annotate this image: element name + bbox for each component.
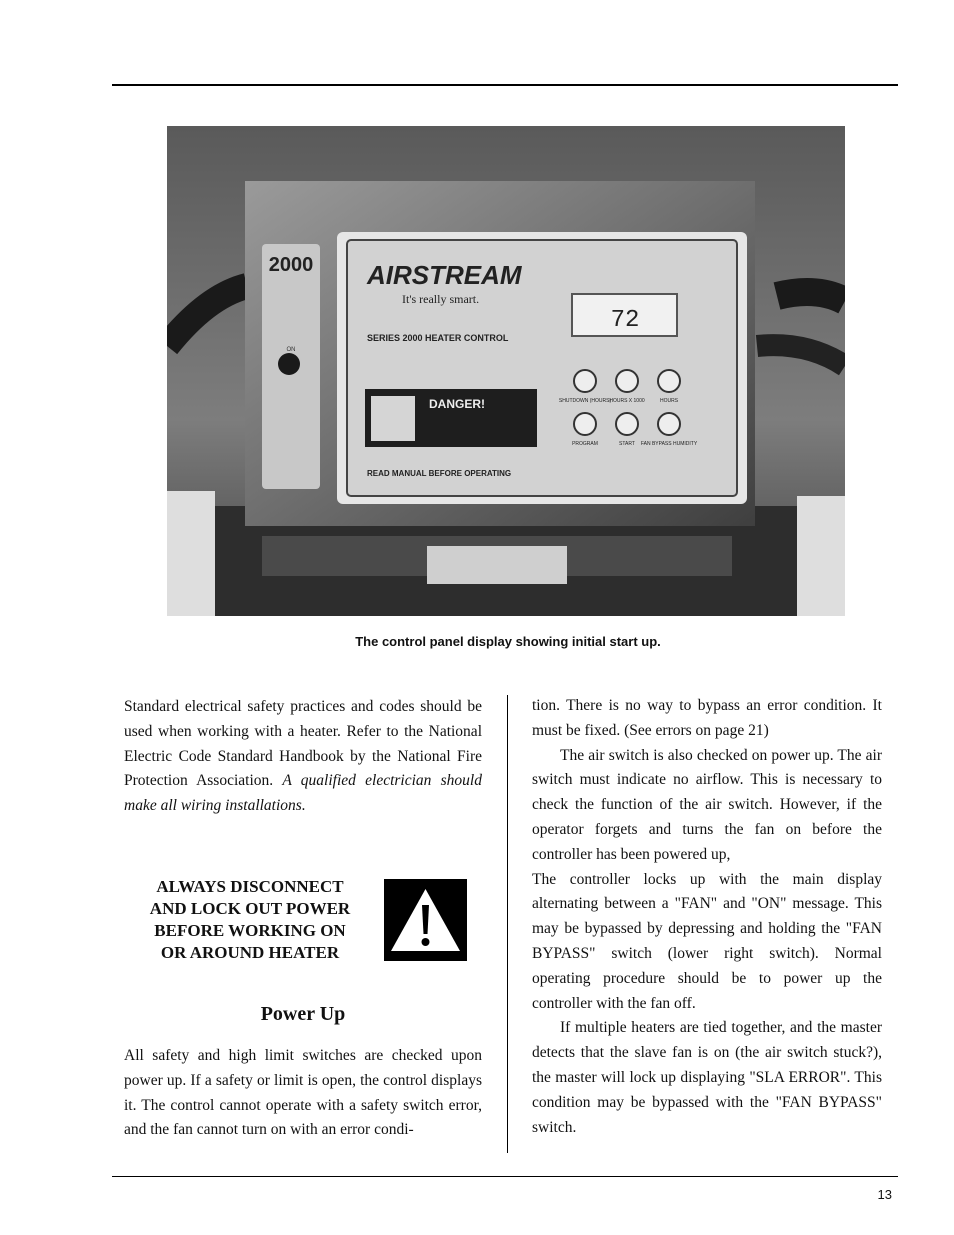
section-heading-power-up: Power Up [260, 1003, 346, 1025]
error-continuation-paragraph: tion. There is no way to bypass an error condition. It must be fixed. (See errors on page 21) [532, 697, 882, 739]
start-button[interactable] [616, 413, 638, 435]
right-column [532, 694, 882, 1140]
control-panel-illustration [167, 126, 845, 616]
button-label: START [619, 441, 635, 447]
button-label: SHUTDOWN (HOURS) [558, 398, 612, 404]
lcd-display-value: 72 [610, 307, 640, 334]
hours-button[interactable] [658, 370, 680, 392]
warning-line: OR AROUND HEATER [160, 943, 340, 962]
lockout-warning [130, 876, 370, 964]
button-label: HOURS [659, 398, 679, 404]
footer-rule [112, 1176, 898, 1177]
header-rule [112, 84, 898, 86]
photo-caption: The control panel display showing initial start up. [355, 634, 661, 649]
intro-text: Standard electrical safety practices and codes should be used when working with a heater. Refer to the National Electric Code Standard Handbook by the National Fire Protection Association. [124, 698, 482, 790]
side-label: 2000 [268, 254, 314, 276]
warning-line: AND LOCK OUT POWER [149, 899, 351, 918]
page-number: 13 [877, 1187, 892, 1202]
hours-x1000-button[interactable] [616, 370, 638, 392]
button-label: FAN BYPASS HUMIDITY [640, 441, 698, 447]
program-button[interactable] [574, 413, 596, 435]
shutdown-button[interactable] [574, 370, 596, 392]
multiple-heaters-paragraph: If multiple heaters are tied together, and the master detects that the slave fan is on (the air switch stuck?), the master will lock up displaying "SLA ERROR". This condition may be bypassed with the "FAN BYPASS" switch. [532, 1019, 882, 1136]
column-divider [507, 695, 508, 1153]
button-label: PROGRAM [572, 441, 598, 447]
read-manual-label: READ MANUAL BEFORE OPERATING [367, 469, 512, 478]
brand-logo: AIRSTREAM [367, 260, 522, 290]
danger-label: DANGER! [429, 397, 485, 411]
intro-paragraph [124, 695, 482, 819]
control-panel-photo [167, 126, 845, 616]
side-on: ON [286, 347, 296, 353]
brand-tagline: It's really smart. [402, 292, 480, 306]
fan-bypass-button[interactable] [658, 413, 680, 435]
warning-line: ALWAYS DISCONNECT [156, 877, 344, 896]
intro-italic-text: A qualified electrician should make all wiring installations. [124, 772, 482, 815]
air-switch-paragraph: The air switch is also checked on power up. The air switch must indicate no airflow. This is necessary to check the function of the air switch. However, if the operator forgets and turns the fan on before the controller has been powered up, [532, 746, 882, 863]
warning-line: BEFORE WORKING ON [154, 921, 346, 940]
series-label: SERIES 2000 HEATER CONTROL [367, 333, 509, 343]
left-column [124, 695, 482, 819]
warning-triangle-icon [384, 879, 467, 961]
button-label: HOURS X 1000 [609, 398, 645, 404]
fan-on-paragraph: The controller locks up with the main display alternating between a "FAN" and "ON" message. This may be bypassed by depressing and holding the "FAN BYPASS" switch (lower right switch). Normal operating procedure should be to power up the controller with the fan off. [532, 870, 882, 1012]
power-up-column [124, 1044, 482, 1143]
power-up-paragraph: All safety and high limit switches are checked upon power up. If a safety or limit is open, the control displays it. The control cannot operate with a safety switch error, and the fan cannot turn on with an error condi- [124, 1047, 482, 1139]
